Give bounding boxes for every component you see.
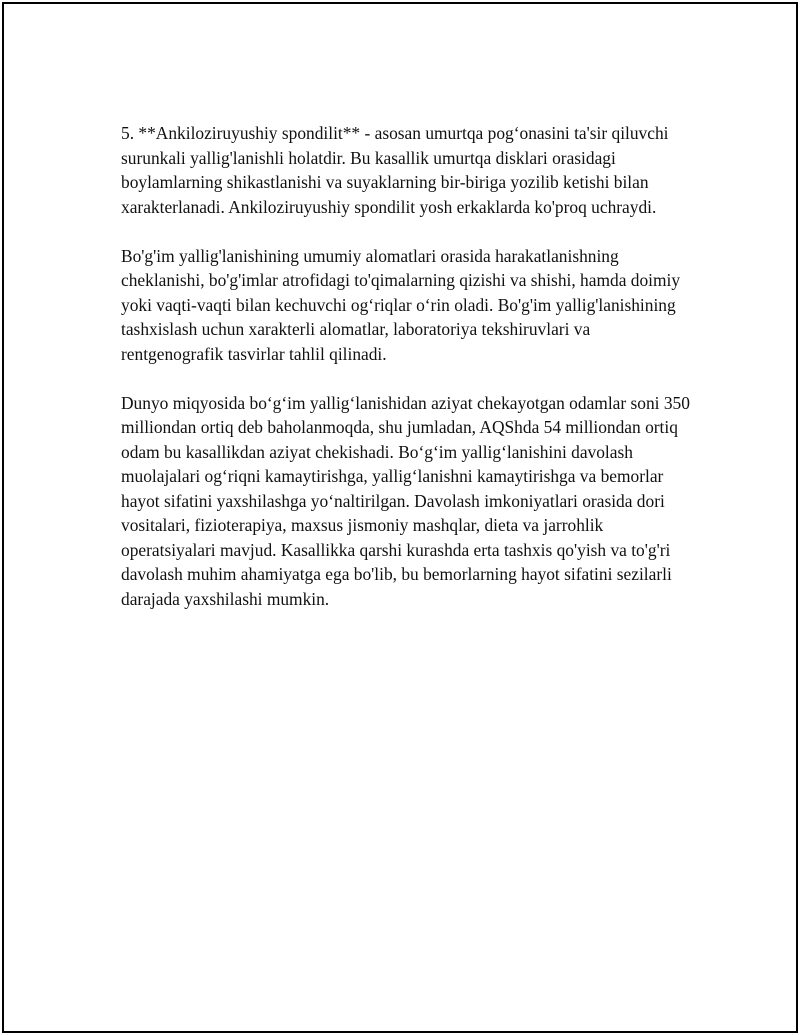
paragraph-prevalence-treatment: Dunyo miqyosida bo‘g‘im yallig‘lanishidan aziyat chekayotgan odamlar soni 350 milliondan ortiq deb baholanmoqda, shu jumladan, AQShda 54 milliondan ortiq odam bu kasallikdan aziyat chekishadi. Bo‘g‘im yallig‘lanishini davolash muolajalari og‘riqni kamaytirishga, yallig‘lanishni kamaytirishga va bemorlar hayot sifatini yaxshilashga yo‘naltirilgan. Davolash imkoniyatlari orasida dori vositalari, fizioterapiya, maxsus jismoniy mashqlar, dieta va jarrohlik operatsiyalari mavjud. Kasallikka qarshi kurashda erta tashxis qo'yish va to'g'ri davolash muhim ahamiyatga ega bo'lib, bu bemorlarning hayot sifatini sezilarli darajada yaxshilashi mumkin. — [121, 392, 690, 609]
document-body — [121, 121, 691, 636]
document-page — [2, 2, 798, 1033]
paragraph-ankylosing-spondylitis: 5. **Ankiloziruyushiy spondilit** - asosan umurtqa pog‘onasini ta'sir qiluvchi surunkali yallig'lanishli holatdir. Bu kasallik umurtqa disklari orasidagi boylamlarning shikastlanishi va suyaklarning bir-biriga yozilib ketishi bilan xarakterlanadi. Ankiloziruyushiy spondilit yosh erkaklarda ko'proq uchraydi. — [121, 123, 669, 217]
paragraph-symptoms-diagnosis: Bo'g'im yallig'lanishining umumiy alomatlari orasida harakatlanishning cheklanishi, bo'g'imlar atrofidagi to'qimalarning qizishi va shishi, hamda doimiy yoki vaqti-vaqti bilan kechuvchi og‘riqlar o‘rin oladi. Bo'g'im yallig'lanishining tashxislash uchun xarakterli alomatlar, laboratoriya tekshiruvlari va rentgenografik tasvirlar tahlil qilinadi. — [121, 245, 681, 364]
